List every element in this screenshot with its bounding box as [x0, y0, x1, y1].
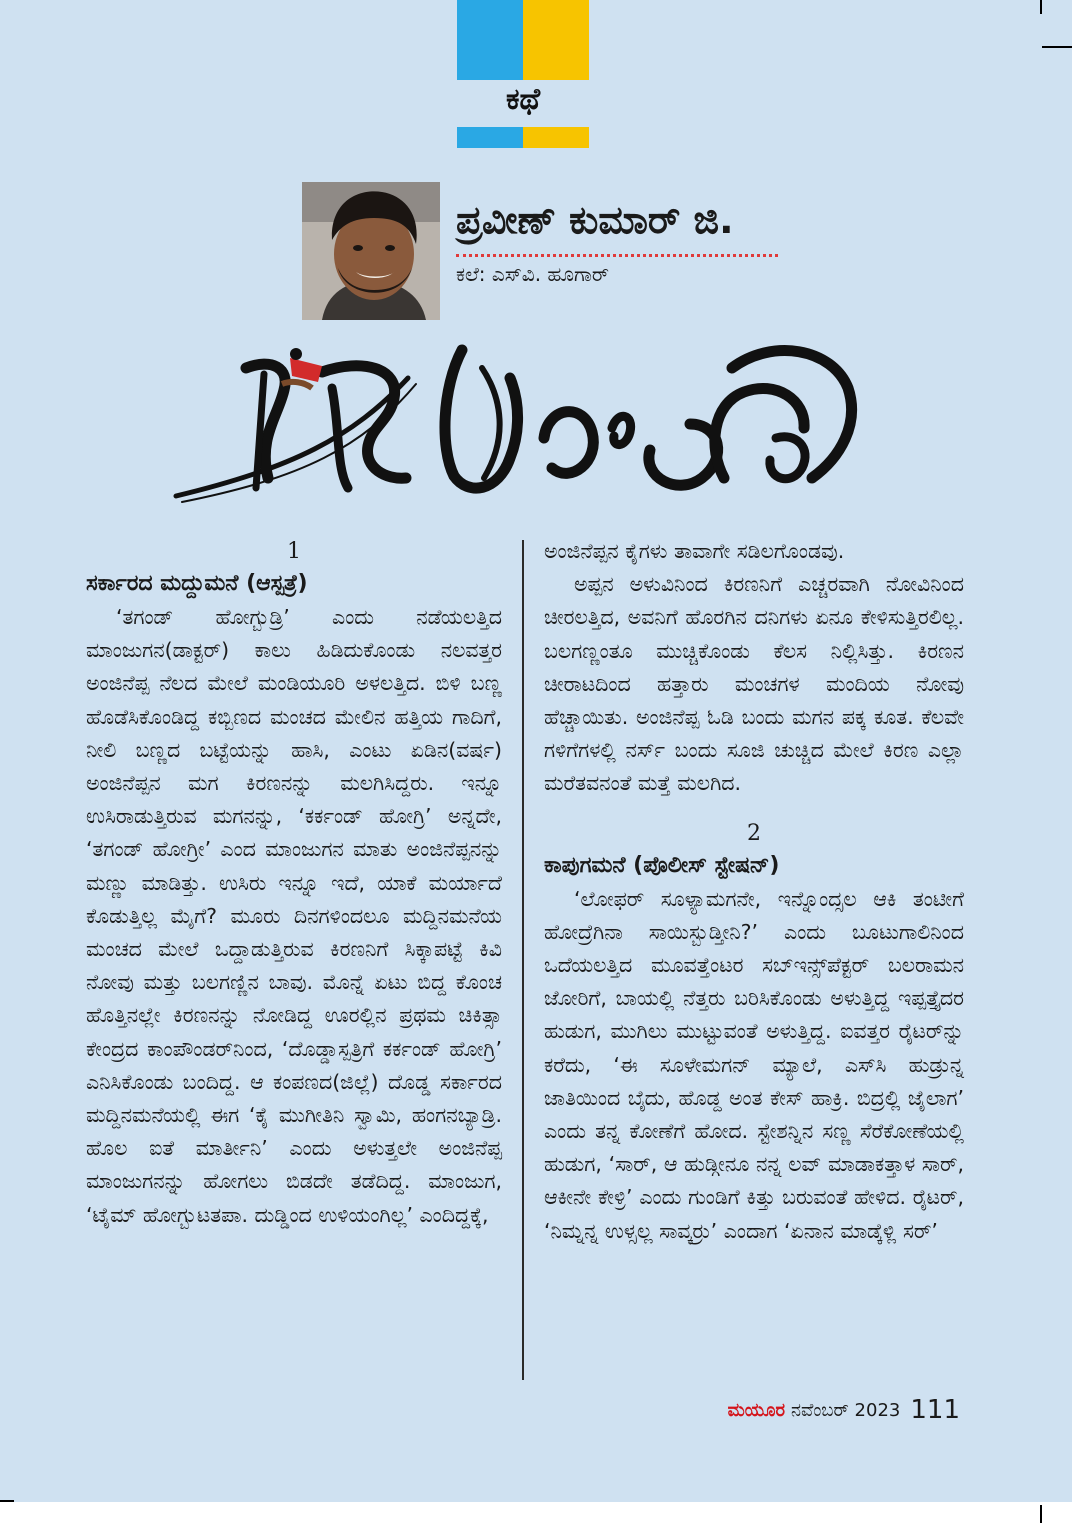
author-photo	[302, 182, 440, 320]
issue-date: ನವೆಂಬರ್ 2023	[791, 1400, 901, 1421]
page-number: 111	[910, 1395, 960, 1425]
tag-yellow-bar	[523, 127, 589, 148]
art-credit: ಕಲೆ: ಎಸ್‌ವಿ. ಹೂಗಾರ್	[456, 262, 609, 286]
rider-figure-icon	[282, 348, 322, 388]
crop-mark	[0, 1500, 14, 1502]
page-footer	[728, 1395, 960, 1425]
tag-blue-block	[457, 0, 523, 80]
tag-yellow-block	[523, 0, 589, 80]
author-name: ಪ್ರವೀಣ್ ಕುಮಾರ್ ಜಿ.	[456, 198, 734, 242]
left-column	[86, 535, 502, 1232]
section-number: 2	[747, 820, 761, 846]
paragraph: ‘ಲೋಫರ್ ಸೂಳ್ಯಾಮಗನೇ, ಇನ್ನೊಂದ್ಸಲ ಆಕಿ ತಂಟೀಗೆ ಹೋದ್ರೆಗಿನಾ ಸಾಯಿಸ್ಬುಡ್ತೀನಿ?’ ಎಂದು ಬೂಟುಗಾಲಿನಿಂದ ಒದೆಯಲತ್ತಿದ ಮೂವತ್ತೆಂಟರ ಸಬ್‌ಇನ್ಸ್‌ಪೆಕ್ಟರ್ ಬಲರಾಮನ ಜೋರಿಗೆ, ಬಾಯಲ್ಲಿ ನೆತ್ತರು ಬರಿಸಿಕೊಂಡು ಅಳುತ್ತಿದ್ದ ಇಪ್ಪತ್ತೈದರ ಹುಡುಗ, ಮುಗಿಲು ಮುಟ್ಟುವಂತೆ ಅಳುತ್ತಿದ್ದ. ಐವತ್ತರ ರೈಟರ್‌ನ್ನು ಕರೆದು, ‘ಈ ಸೂಳೇಮಗನ್ ಮ್ಯಾಲೆ, ಎಸ್‌ಸಿ ಹುಡ್ರುನ್ನ ಜಾತಿಯಿಂದ ಬೈದು, ಹೊಡ್ದ ಅಂತ ಕೇಸ್ ಹಾಕ್ರಿ. ಬಿದ್ರಲ್ಲಿ ಜೈಲಾಗ’ ಎಂದು ತನ್ನ ಕೋಣೆಗೆ ಹೋದ. ಸ್ಟೇಶನ್ನಿನ ಸಣ್ಣ ಸೆರೆಕೋಣೆಯಲ್ಲಿ ಹುಡುಗ, ‘ಸಾರ್, ಆ ಹುಡ್ಗೀನೂ ನನ್ನ ಲವ್ ಮಾಡಾಕತ್ತಾಳ ಸಾರ್, ಆಕೀನೇ ಕೇಳ್ರಿ’ ಎಂದು ಗುಂಡಿಗೆ ಕಿತ್ತು ಬರುವಂತೆ ಹೇಳಿದ. ರೈಟರ್, ‘ನಿಮ್ನನ್ನ ಉಳ್ಸಲ್ಲ ಸಾವ್ಕರ‍್ರು’ ಎಂದಾಗ ‘ಏನಾನ ಮಾಡ್ಕೆಳ್ಲಿ ಸರ್’	[544, 886, 964, 1243]
crop-mark	[1040, 0, 1042, 14]
section-label: ಕಥೆ	[505, 82, 541, 117]
section-tag	[457, 0, 589, 150]
crop-mark	[1042, 46, 1072, 48]
column-divider	[522, 540, 524, 1380]
paragraph: ಅಂಜಿನೆಪ್ಪನ ಕೈಗಳು ತಾವಾಗೇ ಸಡಿಲಗೊಂಡವು.	[544, 539, 845, 563]
magazine-brand: ಮಯೂರ	[727, 1400, 786, 1421]
paragraph: ‘ತಗಂಡ್ ಹೋಗ್ಬುಡ್ರಿ’ ಎಂದು ನಡೆಯಲತ್ತಿದ ಮಾಂಜುಗನ(ಡಾಕ್ಟರ್) ಕಾಲು ಹಿಡಿದುಕೊಂಡು ನಲವತ್ತರ ಅಂಜಿನೆಪ್ಪ ನೆಲದ ಮೇಲೆ ಮಂಡಿಯೂರಿ ಅಳಲತ್ತಿದ. ಬಿಳಿ ಬಣ್ಣ ಹೊಡೆಸಿಕೊಂಡಿದ್ದ ಕಬ್ಬಿಣದ ಮಂಚದ ಮೇಲಿನ ಹತ್ತಿಯ ಗಾದಿಗೆ, ನೀಲಿ ಬಣ್ಣದ ಬಟ್ಟೆಯನ್ನು ಹಾಸಿ, ಎಂಟು ಏಡಿನ(ವರ್ಷ) ಅಂಜಿನೆಪ್ಪನ ಮಗ ಕಿರಣನನ್ನು ಮಲಗಿಸಿದ್ದರು. ಇನ್ನೂ ಉಸಿರಾಡುತ್ತಿರುವ ಮಗನನ್ನು, ‘ಕರ್ಕಂಡ್ ಹೋಗ್ರಿ’ ಅನ್ನದೇ, ‘ತಗಂಡ್ ಹೋಗ್ರೀ’ ಎಂದ ಮಾಂಜುಗನ ಮಾತು ಅಂಜಿನೆಪ್ಪನನ್ನು ಮಣ್ಣು ಮಾಡಿತ್ತು. ಉಸಿರು ಇನ್ನೂ ಇದೆ, ಯಾಕೆ ಮರ್ಯಾದೆ ಕೊಡುತ್ತಿಲ್ಲ ಮೈಗೆ? ಮೂರು ದಿನಗಳಿಂದಲೂ ಮದ್ದಿನಮನೆಯ ಮಂಚದ ಮೇಲೆ ಒದ್ದಾಡುತ್ತಿರುವ ಕಿರಣನಿಗೆ ಸಿಕ್ಕಾಪಟ್ಟೆ ಕಿವಿ ನೋವು ಮತ್ತು ಬಲಗಣ್ಣಿನ ಬಾವು. ಮೊನ್ನೆ ಏಟು ಬಿದ್ದ ಕೊಂಚ ಹೊತ್ತಿನಲ್ಲೇ ಕಿರಣನನ್ನು ನೋಡಿದ್ದ ಊರಲ್ಲಿನ ಪ್ರಥಮ ಚಿಕಿತ್ಸಾ ಕೇಂದ್ರದ ಕಾಂಪೌಂಡರ್‌ನಿಂದ, ‘ದೊಡ್ಡಾಸ್ಪತ್ರಿಗೆ ಕರ್ಕಂಡ್ ಹೋಗ್ರಿ’ ಎನಿಸಿಕೊಂಡು ಬಂದಿದ್ದ. ಆ ಕಂಪಣದ(ಜಿಲ್ಲೆ) ದೊಡ್ಡ ಸರ್ಕಾರದ ಮದ್ದಿನಮನೆಯಲ್ಲಿ ಈಗ ‘ಕೈ ಮುಗೀತಿನಿ ಸ್ವಾಮಿ, ಹಂಗನಬ್ಯಾಡ್ರಿ. ಹೊಲ ಐತೆ ಮಾರ್ತೀನಿ’ ಎಂದು ಅಳುತ್ತಲೇ ಅಂಜಿನೆಪ್ಪ ಮಾಂಜುಗನನ್ನು ಹೋಗಲು ಬಿಡದೇ ತಡೆದಿದ್ದ. ಮಾಂಜುಗ, ‘ಟೈಮ್ ಹೋಗ್ಬುಟತಪಾ. ದುಡ್ಡಿಂದ ಉಳಿಯಂಗಿಲ್ಲ’ ಎಂದಿದ್ದಕ್ಕೆ,	[86, 605, 502, 1227]
crop-mark	[1040, 1505, 1042, 1523]
section-number: 1	[287, 539, 301, 564]
story-title-calligraphy	[172, 328, 872, 508]
author-divider	[456, 254, 778, 257]
section-heading: ಸರ್ಕಾರದ ಮದ್ದುಮನೆ (ಆಸ್ಪತ್ರೆ)	[86, 571, 308, 596]
tag-blue-bar	[457, 127, 523, 148]
right-column	[544, 535, 964, 1248]
paragraph: ಅಪ್ಪನ ಅಳುವಿನಿಂದ ಕಿರಣನಿಗೆ ಎಚ್ಚರವಾಗಿ ನೋವಿನಿಂದ ಚೀರಲತ್ತಿದ, ಅವನಿಗೆ ಹೊರಗಿನ ದನಿಗಳು ಏನೂ ಕೇಳಿಸುತ್ತಿರಲಿಲ್ಲ. ಬಲಗಣ್ಣಂತೂ ಮುಚ್ಚಿಕೊಂಡು ಕೆಲಸ ನಿಲ್ಲಿಸಿತ್ತು. ಕಿರಣನ ಚೀರಾಟದಿಂದ ಹತ್ತಾರು ಮಂಚಗಳ ಮಂದಿಯ ನೋವು ಹೆಚ್ಚಾಯಿತು. ಅಂಜಿನೆಪ್ಪ ಓಡಿ ಬಂದು ಮಗನ ಪಕ್ಕ ಕೂತ. ಕೆಲವೇ ಗಳಿಗೆಗಳಲ್ಲಿ ನರ್ಸ್ ಬಂದು ಸೂಜಿ ಚುಚ್ಚಿದ ಮೇಲೆ ಕಿರಣ ಎಲ್ಲಾ ಮರೆತವನಂತೆ ಮತ್ತೆ ಮಲಗಿದ.	[544, 572, 964, 796]
section-heading: ಕಾಪುಗಮನೆ (ಪೊಲೀಸ್ ಸ್ಟೇಷನ್)	[544, 852, 780, 878]
